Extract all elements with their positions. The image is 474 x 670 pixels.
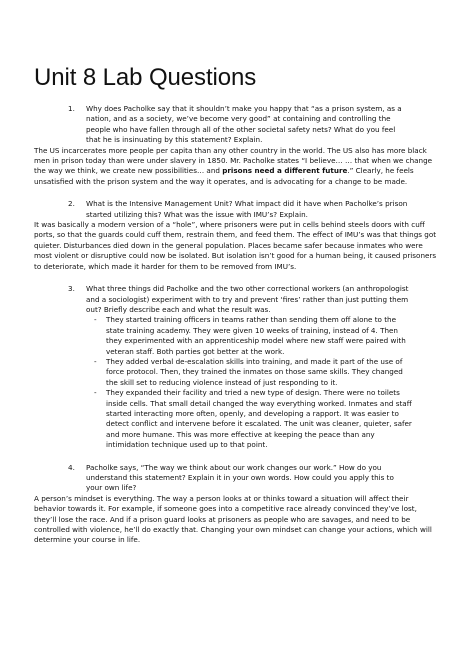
question-text: Why does Pacholke say that it shouldn’t make you happy that “as a prison system, as a nation, and as a society, we’ve become very good” at containing and controlling the people who have fallen through all of the other societal safety nets? What do you feel that he is insinuating by this statement? Explain. bbox=[86, 104, 402, 145]
list-item: - They added verbal de-escalation skills into training, and made it part of the use of force protocol. Then, they trained the inmates on those same skills. They changed the skill set to reducing violence instead of just responding to it. bbox=[106, 357, 440, 388]
list-item: - They started training officers in teams rather than sending them off alone to the state training academy. They were given 10 weeks of training, instead of 4. Then they experimented with an apprenticeship model where new staff were paired with veteran staff. Both parties got better at the work. bbox=[106, 315, 440, 357]
question-2 bbox=[34, 199, 440, 220]
answer-1 bbox=[34, 146, 440, 188]
question-4 bbox=[34, 463, 440, 494]
question-text: What is the Intensive Management Unit? What impact did it have when Pacholke’s prison started utilizing this? What was the issue with IMU’s? Explain. bbox=[86, 199, 408, 219]
answer-4: A person’s mindset is everything. The way a person looks at or thinks toward a situation will affect their behavior towards it. For example, if someone goes into a competitive race already convinced they’ve lost, they’ll lose the race. And if a prison guard looks at prisoners as people who are savages, and need to be controlled with violence, he’ll do exactly that. Changing your own mindset can change your actions, which will determine your course in life. bbox=[34, 493, 432, 545]
question-3 bbox=[34, 284, 440, 315]
question-number: 1. bbox=[68, 104, 75, 113]
answer-text: .” Clearly, he feels unsatisfied with the prison system and the way it operates, and is advocating for a change to be made. bbox=[34, 166, 414, 186]
answer-3-list bbox=[34, 315, 440, 450]
question-number: 3. bbox=[68, 284, 75, 294]
answer-emphasis: prisons need a different future bbox=[222, 166, 348, 176]
answer-text: The US incarcerates more people per capita than any other country in the world. The US also has more black men in prison today than were under slavery in 1850. Mr. Pacholke states “I believe… … that when we change the way we think, we create new possibilities… and bbox=[34, 145, 433, 176]
question-text: What three things did Pacholke and the two other correctional workers (an anthropologist and a sociologist) experiment with to try and prevent ‘fires’ rather than just putting them out? Briefly describe each and what the result was. bbox=[86, 284, 409, 314]
question-number: 2. bbox=[68, 199, 75, 209]
page-title: Unit 8 Lab Questions bbox=[34, 64, 257, 91]
question-number: 4. bbox=[68, 462, 75, 472]
question-text: Pacholke says, “The way we think about our work changes our work.” How do you understand this statement? Explain it in your own words. How could you apply this to your own life? bbox=[86, 462, 394, 493]
list-item: - They expanded their facility and tried a new type of design. There were no toilets inside cells. That small detail changed the way everything worked. Inmates and staff started interacting more often, openly, and developing a rapport. It was easier to detect conflict and intervene before it escalated. The unit was cleaner, quieter, safer and more humane. This was more effective at keeping the peace than any intimidation technique used up to that point. bbox=[106, 388, 440, 450]
question-1 bbox=[34, 104, 440, 146]
answer-2: It was basically a modern version of a “hole”, where prisoners were put in cells behind steels doors with cuff ports, so that the guards could cuff them, restrain them, and feed them. The effect of IMU’s was that things got quieter. Disturbances died down in the general population. Places became safer because inmates who were most violent or disruptive could now be isolated. But isolation isn’t good for a human being, it caused prisoners to deteriorate, which made it harder for them to be removed from IMU’s. bbox=[34, 220, 437, 271]
